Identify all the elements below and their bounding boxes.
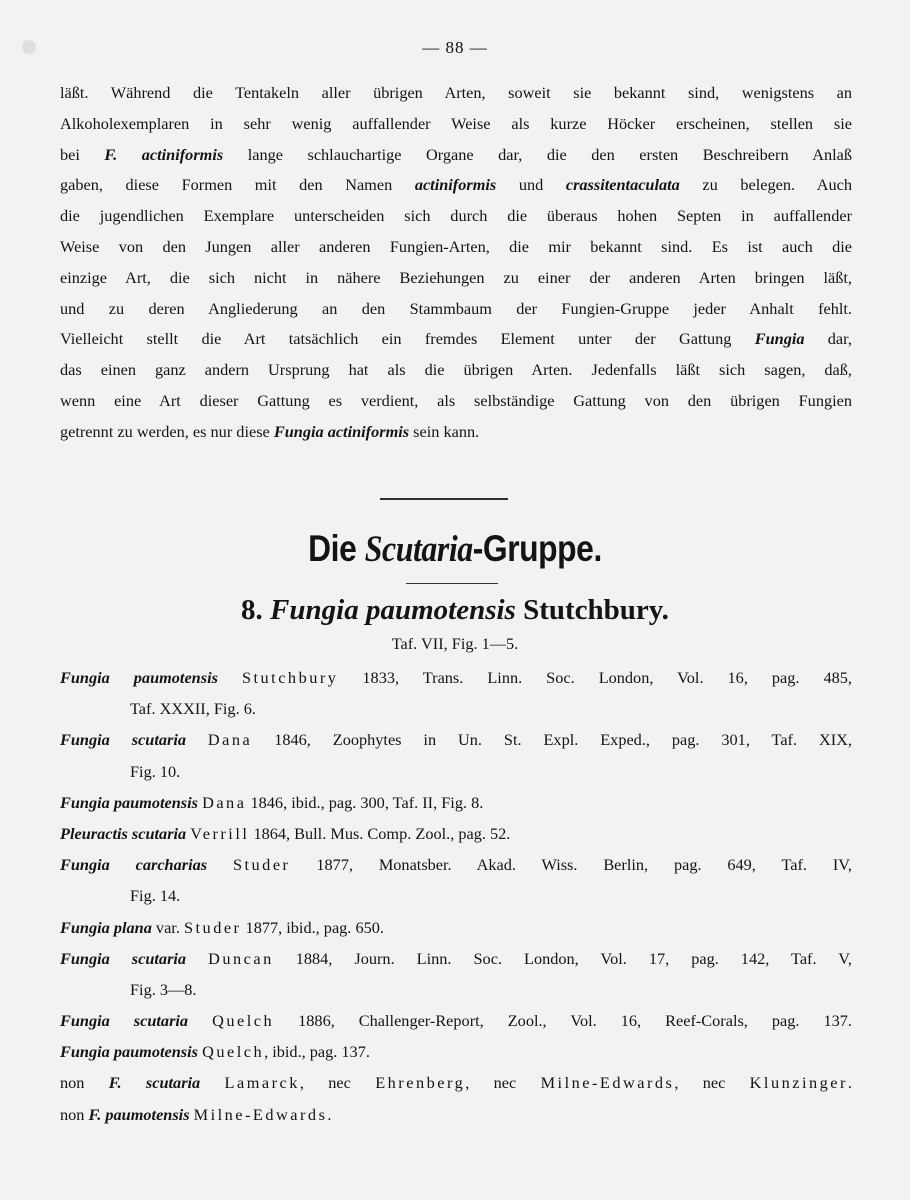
paragraph-line [60, 232, 852, 263]
author-name: Studer [232, 855, 291, 875]
synonymy-line [60, 756, 852, 787]
italic-name: Fungia paumotensis [60, 1042, 198, 1062]
text-run: 1833, Trans. Linn. Soc. London, Vol. 16, pag. 485, [338, 668, 852, 687]
body-paragraph [60, 78, 852, 448]
text-run: sein kann. [409, 421, 480, 441]
text-run: Vielleicht stellt die Art tatsächlich ein fremdes Element unter der Gattung [60, 329, 755, 349]
text-run: dar, [804, 329, 853, 349]
author-name: Stutchbury [241, 668, 339, 687]
text-run [186, 949, 208, 968]
paragraph-line [60, 170, 852, 201]
author-name: Lamarck [224, 1073, 300, 1093]
italic-name: Fungia scutaria [60, 1011, 189, 1031]
text-run: 1884, Journ. Linn. Soc. London, Vol. 17, pag. 142, Taf. V, [273, 948, 852, 968]
text-run: bei [60, 144, 105, 164]
text-run: , ibid., pag. 137. [264, 1042, 370, 1062]
text-run: . [327, 1104, 332, 1124]
text-run: gaben, diese Formen mit den Namen [60, 175, 415, 195]
page-number: — 88 — [422, 38, 488, 57]
synonymy-line [60, 974, 852, 1005]
synonymy-line [60, 1036, 852, 1067]
text-run: das einen ganz andern Ursprung hat als die übrigen Arten. Jedenfalls läßt sich sagen, daß, [60, 360, 852, 380]
section-divider [380, 498, 508, 500]
text-run: und zu deren Angliederung an den Stammbaum der Fungien-Gruppe jeder Anhalt fehlt. [60, 298, 852, 318]
group-heading-pre: Die [308, 528, 365, 569]
species-number: 8. [241, 594, 271, 626]
text-run: Fig. 10. [130, 761, 181, 781]
author-name: Quelch [202, 1042, 265, 1062]
species-name: Fungia paumotensis [270, 594, 516, 626]
synonymy-line [60, 787, 852, 818]
text-run: Fig. 14. [130, 886, 181, 906]
text-run: , nec [299, 1073, 376, 1093]
paragraph-line [60, 324, 852, 355]
synonymy-line [60, 943, 852, 974]
heading-divider [406, 583, 498, 584]
author-name: Duncan [208, 948, 274, 968]
group-heading-post: -Gruppe. [472, 528, 602, 569]
author-name: Studer [183, 917, 242, 937]
text-run: 1877, ibid., pag. 650. [241, 917, 384, 937]
italic-name: Fungia plana [60, 917, 152, 937]
author-name: Quelch [212, 1011, 275, 1031]
paragraph-line [60, 201, 852, 232]
paragraph-line [60, 294, 852, 325]
text-run [207, 855, 233, 874]
author-name: Klunzinger [749, 1073, 848, 1093]
synonymy-line [60, 818, 852, 849]
text-run: einzige Art, die sich nicht in nähere Beziehungen zu einer der anderen Arten bringen läßt, [60, 267, 852, 287]
text-run: , nec [465, 1073, 541, 1093]
text-run: non [60, 1073, 109, 1093]
text-run: 1846, Zoophytes in Un. St. Expl. Exped., pag. 301, Taf. XIX, [252, 730, 852, 750]
paragraph-line [60, 78, 852, 109]
author-name: Dana [207, 730, 253, 750]
species-author: Stutchbury. [515, 594, 669, 626]
paragraph-line [60, 386, 852, 417]
author-name: Milne-Edwards [193, 1104, 328, 1124]
text-run [200, 1073, 224, 1092]
text-run [218, 668, 242, 687]
synonymy-list [60, 662, 852, 1130]
author-name: Verrill [190, 823, 250, 843]
text-run: Alkoholexemplaren in sehr wenig auffallender Weise als kurze Höcker erscheinen, stellen sie [60, 113, 852, 133]
group-heading [64, 528, 847, 571]
group-heading-genus: Scutaria [364, 529, 473, 570]
text-run: und [496, 175, 566, 195]
text-run: 1877, Monatsber. Akad. Wiss. Berlin, pag. 649, Taf. IV, [290, 855, 852, 875]
text-run: getrennt zu werden, es nur diese [60, 421, 274, 441]
synonymy-line [60, 724, 852, 755]
italic-name: Pleuractis scutaria [60, 823, 187, 843]
italic-name: Fungia scutaria [60, 948, 187, 968]
paragraph-line [60, 417, 852, 448]
paragraph-line [60, 109, 852, 140]
italic-name: Fungia scutaria [60, 730, 186, 750]
italic-name: Fungia paumotensis [60, 792, 198, 812]
text-run: läßt. Während die Tentakeln aller übrigen Arten, soweit sie bekannt sind, wenigstens an [60, 83, 852, 102]
species-heading [0, 594, 910, 627]
text-run: , nec [674, 1073, 750, 1093]
synonymy-line [60, 1067, 852, 1098]
synonymy-line [60, 693, 852, 724]
author-name: Milne-Edwards [540, 1073, 675, 1093]
text-run: Weise von den Jungen aller anderen Fungien-Arten, die mir bekannt sind. Es ist auch die [60, 236, 852, 256]
synonymy-line [60, 1005, 852, 1036]
paragraph-line [60, 140, 852, 171]
text-run [188, 1011, 212, 1030]
italic-name: Fungia paumotensis [60, 668, 218, 687]
paragraph-line [60, 263, 852, 294]
text-run: Fig. 3—8. [130, 979, 197, 999]
paragraph-line [60, 355, 852, 386]
italic-name: crassitentaculata [565, 175, 680, 195]
text-run: var. [151, 917, 184, 937]
text-run: 1846, ibid., pag. 300, Taf. II, Fig. 8. [246, 792, 484, 812]
plate-reference: Taf. VII, Fig. 1—5. [391, 634, 519, 653]
italic-name: actiniformis [414, 175, 497, 195]
italic-name: Fungia [754, 329, 805, 349]
italic-name: Fungia carcharias [60, 855, 208, 875]
author-name: Ehrenberg [375, 1073, 466, 1093]
text-run: 1864, Bull. Mus. Comp. Zool., pag. 52. [249, 823, 511, 843]
italic-name: Fungia actiniformis [273, 421, 410, 441]
synonymy-line [60, 1099, 852, 1130]
text-run: non [60, 1104, 89, 1124]
synonymy-line [60, 880, 852, 911]
author-name: Dana [202, 792, 247, 812]
synonymy-line [60, 849, 852, 880]
text-run [186, 730, 208, 749]
italic-name: F. actiniformis [104, 144, 224, 164]
text-run: 1886, Challenger-Report, Zool., Vol. 16, Reef-Corals, pag. 137. [274, 1011, 852, 1031]
synonymy-line [60, 662, 852, 693]
italic-name: F. paumotensis [88, 1104, 190, 1124]
text-run: wenn eine Art dieser Gattung es verdient, als selbständige Gattung von den übrigen Fungien [60, 390, 852, 410]
text-run: lange schlauchartige Organe dar, die den ersten Beschreibern Anlaß [223, 144, 852, 164]
synonymy-line [60, 912, 852, 943]
text-run: zu belegen. Auch [679, 175, 853, 195]
italic-name: F. scutaria [108, 1073, 201, 1093]
text-run: Taf. XXXII, Fig. 6. [130, 699, 256, 719]
text-run: die jugendlichen Exemplare unterscheiden sich durch die überaus hohen Septen in auffallender [60, 206, 852, 226]
text-run: . [847, 1073, 852, 1093]
